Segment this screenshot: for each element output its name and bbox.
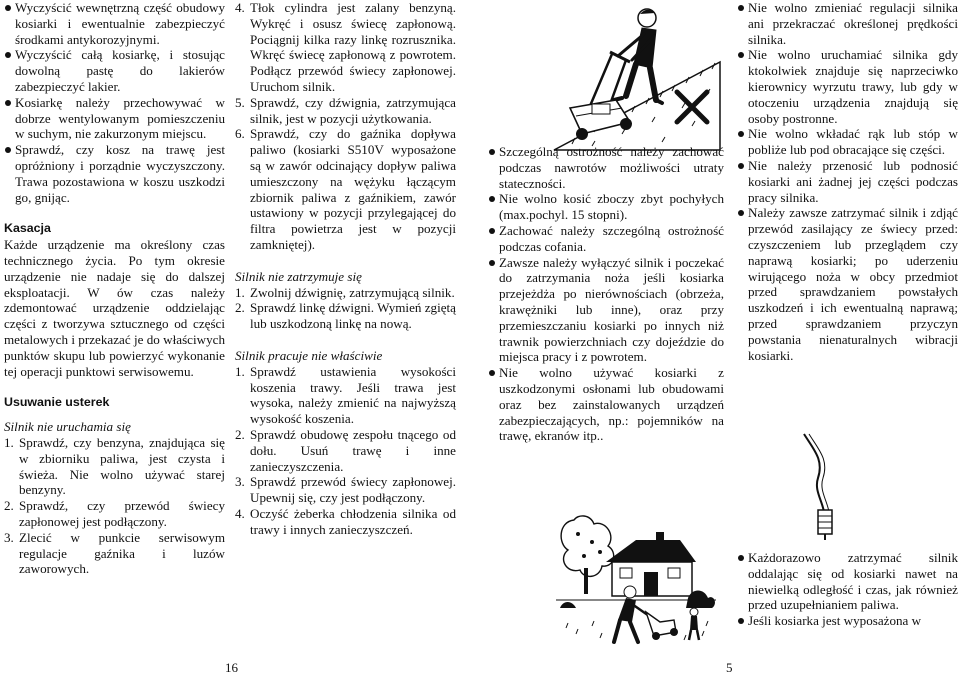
list-item: Nie wolno używać kosiarki z uszkodzonymi osłonami lub obudowami oraz bez zainstalowanych urządzeń zabezpieczających, np.: pojemników na trawę, ekranów itp.. xyxy=(488,365,724,444)
section-heading-usterki: Usuwanie usterek xyxy=(4,395,110,410)
list-item: Zachować należy szczególną ostrożność podczas cofania. xyxy=(488,223,724,255)
column-4-lower xyxy=(737,550,958,629)
list-item: Wyczyścić wewnętrzną część obudowy kosiarki i ewentualnie zabezpieczyć środkami antykorozyjnymi. xyxy=(4,0,225,47)
list-item: 3. Sprawdź przewód świecy zapłonowej. Upewnij się, czy jest podłączony. xyxy=(235,474,456,506)
list-item: Nie wolno kosić zboczy zbyt pochyłych (max.pochyl. 15 stopni). xyxy=(488,191,724,223)
list-item: 1. Zwolnij dźwignię, zatrzymującą silnik. xyxy=(235,284,455,300)
list-item: 3. Zlecić w punkcie serwisowym regulacje gaźnika i luzów zaworowych. xyxy=(4,529,225,577)
list-item: Nie należy przenosić lub podnosić kosiarki ani żadnej jej części podczas pracy silnika. xyxy=(737,158,958,205)
column-1 xyxy=(4,0,225,577)
list-item: Jeśli kosiarka jest wyposażona w xyxy=(737,613,958,629)
spark-plug-cable-illustration xyxy=(784,430,848,542)
subheading: Silnik pracuje nie właściwie xyxy=(235,347,383,363)
list-item: 1. Sprawdź ustawienia wysokości koszenia trawy. Jeśli trawa jest wysoka, należy zmienić na najwyższą wysokość koszenia. xyxy=(235,363,456,427)
column-3 xyxy=(488,144,724,444)
list-item: Szczególną ostrożność należy zachować podczas nawrotów możliwości utraty stateczności. xyxy=(488,144,724,191)
list-item: 2. Sprawdź, czy przewód świecy zapłonowej jest podłączony. xyxy=(4,498,225,529)
paragraph-kasacja: Każde urządzenie ma określony czas technicznego życia. Po tym okresie urządzenie nie nadaje się do dalszej eksploatacji. W ów czas należy zdemontować urządzenie oddzielając części z tworzywa sztucznego od części metalowych i przekazać je do właściwych punktów skupu lub powierzyć wykonanie tej operacji punktowi serwisowemu. xyxy=(4,237,225,379)
list-item: Zawsze należy wyłączyć silnik i poczekać do zatrzymania noża jeśli kosiarka przejeżdża po nierównościach (obrzeża, krawężniki lub inne), oraz przy przemieszczaniu kosiarki po innych niż trawnik powierzchniach czy dojeździe do miejsca pracy i z powrotem. xyxy=(488,255,724,366)
list-item: Nie wolno zmieniać regulacji silnika ani przekraczać określonej prędkości silnika. xyxy=(737,0,958,47)
column-4 xyxy=(737,0,958,363)
list-item: Kosiarkę należy przechowywać w dobrze wentylowanym pomieszczeniu w suchym, nie zakurzonym miejscu. xyxy=(4,95,225,142)
list-item: Sprawdź, czy kosz na trawę jest opróżniony i porządnie wyczyszczony. Trawa pozostawiona w koszu uszkodzi go, gnijąc. xyxy=(4,142,225,205)
slope-mowing-illustration xyxy=(552,4,722,152)
list-item: 5. Sprawdź, czy dźwignia, zatrzymująca silnik, jest w pozycji użytkowania. xyxy=(235,94,456,126)
column-2 xyxy=(235,0,456,538)
list-item: 4. Oczyść żeberka chłodzenia silnika od trawy i innych zanieczyszczeń. xyxy=(235,505,456,537)
subheading: Silnik nie uruchamia się xyxy=(4,419,131,435)
list-item: 2. Sprawdź linkę dźwigni. Wymień zgiętą lub uszkodzoną linkę na nową. xyxy=(235,300,456,332)
section-heading-kasacja: Kasacja xyxy=(4,221,51,236)
list-item: Każdorazowo zatrzymać silnik oddalając się od kosiarki nawet na niewielką odległość i czas, jak również przed uzupełnianiem paliwa. xyxy=(737,550,958,613)
list-item: 6. Sprawdź, czy do gaźnika dopływa paliwo (kosiarki S510V wyposażone są w zawór odcinający dopływ paliwa umieszczony na wężyku łączącym zbiornik paliwa z gaźnikiem, zawór ustawiony w pozycji przylegającej do filtra powietrza jest w pozycji zamkniętej). xyxy=(235,126,456,252)
list-item: 4. Tłok cylindra jest zalany benzyną. Wykręć i osusz świecę zapłonową. Pociągnij kilka razy linkę rozrusznika. Wkręć świecę zapłonową z powrotem. Podłącz przewód świecy zapłonowej. Uruchom silnik. xyxy=(235,0,456,94)
list-item: Nie wolno uruchamiać silnika gdy ktokolwiek znajduje się naprzeciwko kierownicy wyrzutu trawy, lub gdy w otoczeniu urządzenia znajdują się osoby postronne. xyxy=(737,47,958,126)
page-number-left: 16 xyxy=(225,660,238,675)
list-item: Nie wolno wkładać rąk lub stóp w pobliże lub pod obracające się części. xyxy=(737,126,958,158)
subheading: Silnik nie zatrzymuje się xyxy=(235,268,362,284)
list-item: 1. Sprawdź, czy benzyna, znajdująca się w zbiorniku paliwa, jest czysta i świeża. Nie wolno używać starej benzyny. xyxy=(4,434,225,498)
list-item: 2. Sprawdź obudowę zespołu tnącego od dołu. Usuń trawę i inne zanieczyszczenia. xyxy=(235,426,456,474)
page-number-right: 5 xyxy=(726,660,733,675)
house-mowing-illustration xyxy=(556,508,716,648)
list-item: Należy zawsze zatrzymać silnik i zdjąć przewód zasilający ze świecy przed: czyszczeniem lub przeglądem czy naprawą kosiarki; po uderzeniu wirującego noża w obcy przedmiot przed sprawdzaniem powstałych uszkodzeń i ich ewentualną naprawą; przed sprawdzaniem przyczyn powstania nienaturalnych wibracji kosiarki. xyxy=(737,205,958,363)
list-item: Wyczyścić całą kosiarkę, i stosując dowolną pastę do lakierów zabezpieczyć lakier. xyxy=(4,47,225,94)
